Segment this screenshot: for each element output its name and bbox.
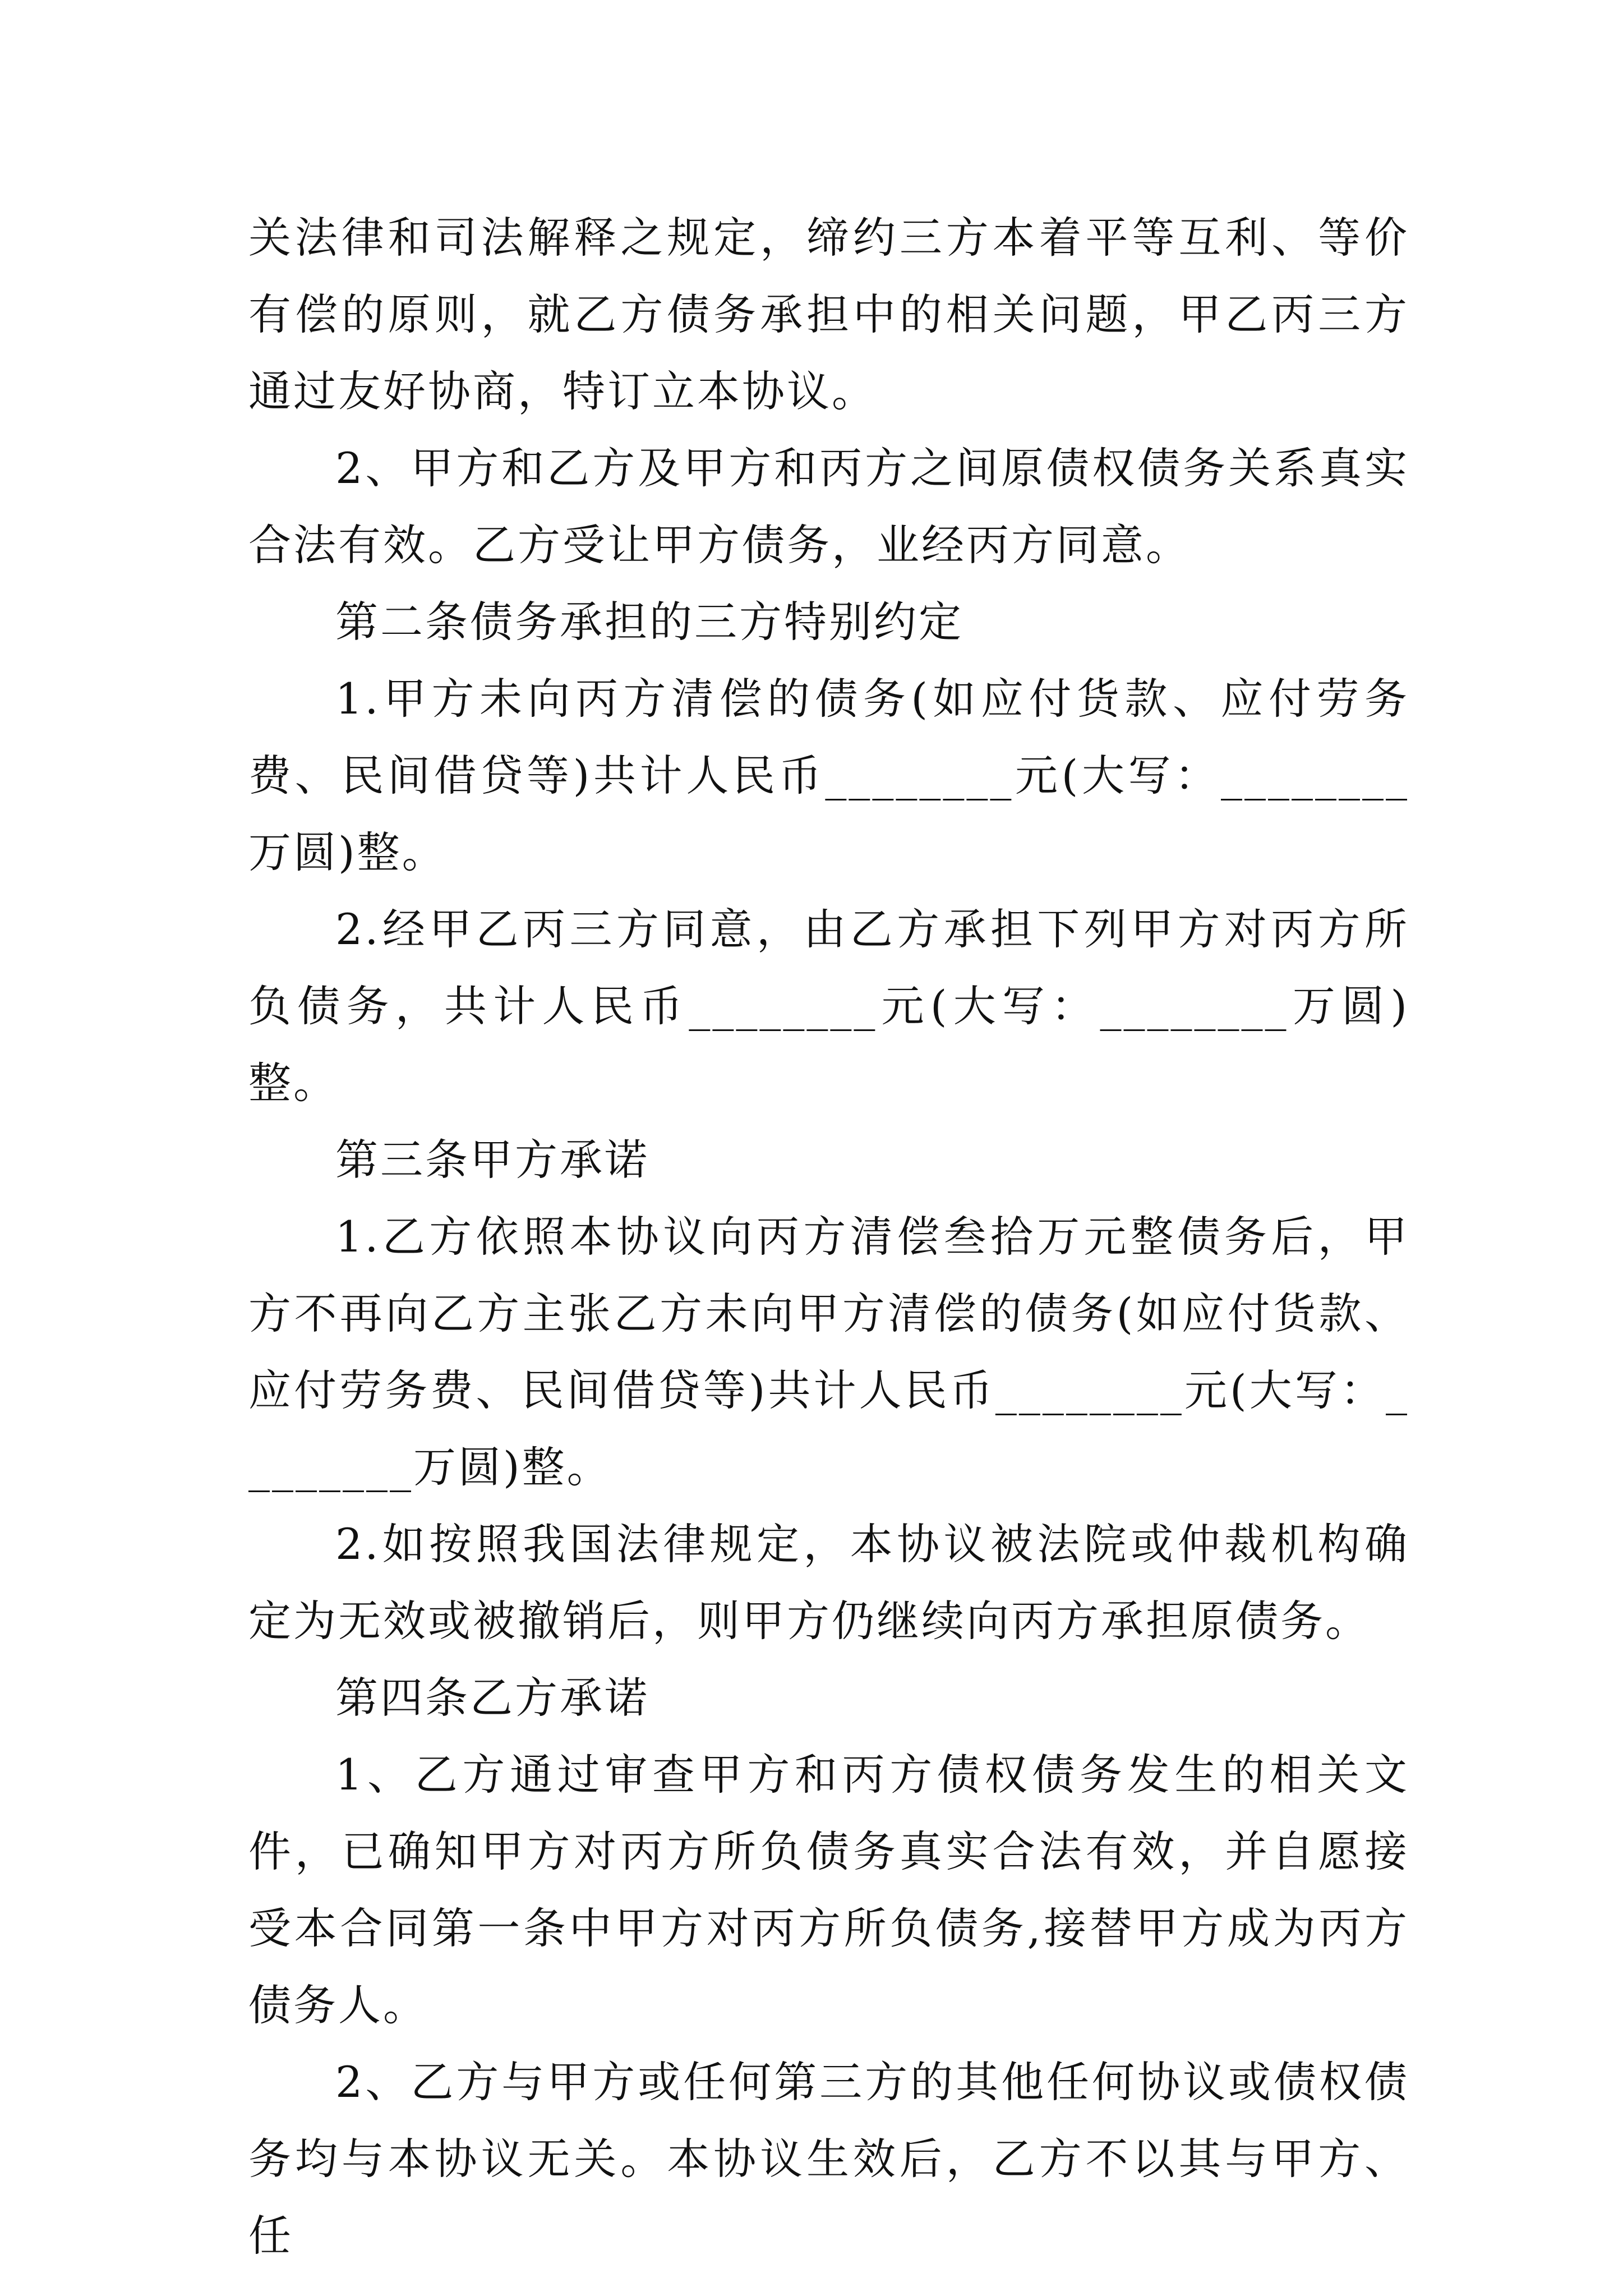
paragraph-intro-continuation: 关法律和司法解释之规定，缔约三方本着平等互利、等价有偿的原则，就乙方债务承担中的相关问题，甲乙丙三方通过友好协商，特订立本协议。	[248, 213, 1409, 416]
paragraph-article-3-item-1: 1.乙方依照本协议向丙方清偿叁拾万元整债务后，甲方不再向乙方主张乙方未向甲方清偿的债务(如应付货款、应付劳务费、民间借贷等)共计人民币________元(大写：________万圆)整。	[248, 1212, 1409, 1492]
article-4-heading: 第四条乙方承诺	[335, 1673, 649, 1723]
paragraph-article-4-item-2: 2、乙方与甲方或任何第三方的其他任何协议或债权债务均与本协议无关。本协议生效后，乙方不以其与甲方、任	[248, 2057, 1409, 2261]
paragraph-clause-1-2: 2、甲方和乙方及甲方和丙方之间原债权债务关系真实合法有效。乙方受让甲方债务，业经丙方同意。	[248, 443, 1409, 570]
document-page	[248, 199, 1409, 2274]
paragraph-article-2-item-1: 1.甲方未向丙方清偿的债务(如应付货款、应付劳务费、民间借贷等)共计人民币________元(大写：________万圆)整。	[248, 674, 1409, 877]
paragraph-article-4-item-1: 1、乙方通过审查甲方和丙方债权债务发生的相关文件，已确知甲方对丙方所负债务真实合法有效，并自愿接受本合同第一条中甲方对丙方所负债务,接替甲方成为丙方债务人。	[248, 1750, 1409, 2030]
article-2-heading: 第二条债务承担的三方特别约定	[335, 597, 963, 647]
paragraph-article-3-item-2: 2.如按照我国法律规定，本协议被法院或仲裁机构确定为无效或被撤销后，则甲方仍继续向丙方承担原债务。	[248, 1519, 1409, 1646]
article-3-heading: 第三条甲方承诺	[335, 1135, 649, 1185]
paragraph-article-2-item-2: 2.经甲乙丙三方同意，由乙方承担下列甲方对丙方所负债务，共计人民币________元(大写：________万圆)整。	[248, 904, 1409, 1108]
